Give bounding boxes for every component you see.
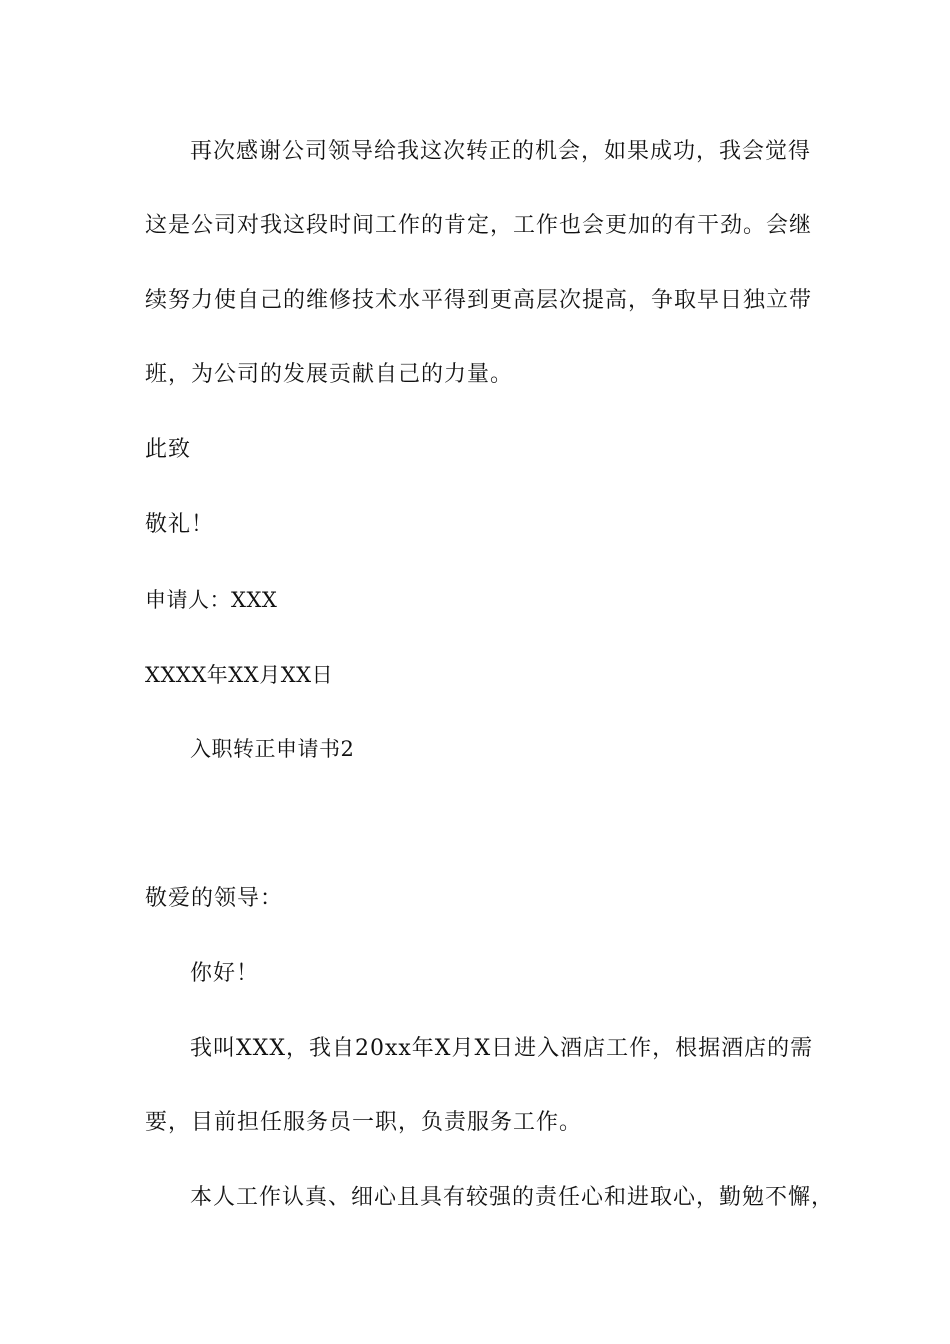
paragraph-1-line-4: 班，为公司的发展贡献自己的力量。 [145, 362, 514, 387]
paragraph-3-line-1: 本人工作认真、细心且具有较强的责任心和进取心，勤勉不懈， [190, 1185, 835, 1210]
greeting-text: 敬爱的领导： [145, 886, 284, 911]
section-title: 入职转正申请书2 [190, 737, 355, 761]
applicant-line: 申请人：XXX [145, 588, 278, 612]
date-line: XXXX年XX月XX日 [145, 663, 334, 687]
hello-text: 你好！ [190, 961, 260, 986]
salute-text: 敬礼！ [145, 512, 215, 537]
paragraph-1-line-2: 这是公司对我这段时间工作的肯定，工作也会更加的有干劲。会继 [145, 213, 813, 238]
paragraph-1-line-3: 续努力使自己的维修技术水平得到更高层次提高，争取早日独立带 [145, 288, 813, 313]
paragraph-2-line-1: 我叫XXX，我自20xx年X月X日进入酒店工作，根据酒店的需 [190, 1036, 814, 1061]
paragraph-1-line-1: 再次感谢公司领导给我这次转正的机会，如果成功，我会觉得 [190, 139, 812, 164]
closing-text: 此致 [145, 437, 192, 462]
paragraph-2-line-2: 要，目前担任服务员一职，负责服务工作。 [145, 1110, 583, 1135]
